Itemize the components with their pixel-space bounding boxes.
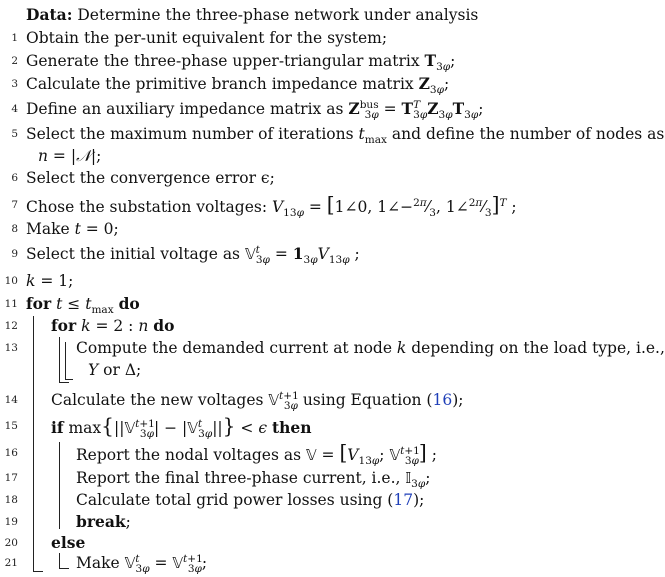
line-number: 10 [4, 275, 18, 287]
line-text: Report the final three-phase current, i.e., 𝕀$_{3\varphi}$; [76, 469, 431, 491]
equation-17-link[interactable]: 17 [393, 491, 414, 509]
line-text: Make 𝕍$^t_{3\varphi}$ = 𝕍$^{t+1}_{3\varphi}$; [76, 552, 208, 576]
for-k-block-bar [59, 337, 60, 383]
algorithm-line-14 [0, 387, 631, 413]
line-text: Calculate the primitive branch impedance matrix $Z_{3\varphi}$; [26, 74, 450, 97]
line-number: 13 [4, 342, 18, 354]
line-text: Y or Δ; [88, 361, 142, 379]
line-text: Generate the three-phase upper-triangular matrix $T_{3\varphi}$; [26, 51, 456, 74]
line-text: Select the initial voltage as 𝕍$^t_{3\varphi}$ = $1_{3\varphi}V_{13\varphi}$ ; [26, 243, 360, 267]
line-number: 4 [11, 103, 18, 115]
line-number: 20 [4, 537, 18, 549]
then-block-bar [59, 442, 60, 529]
line-number: 15 [4, 420, 18, 432]
line-text: for k = 2 : n do [51, 316, 175, 335]
algorithm-line-7 [0, 192, 631, 218]
line-text: for $t \le t_{max}$ do [26, 294, 140, 317]
line-text: Compute the demanded current at node k depending on the load type, i.e., [76, 339, 665, 357]
line-number: 3 [11, 78, 18, 90]
line-number: 19 [4, 516, 18, 528]
line-number: 8 [11, 223, 18, 235]
line-number: 18 [4, 494, 18, 506]
for-k-block-foot [59, 382, 69, 383]
line-text: Make t = 0; [26, 220, 119, 238]
for-t-block-bar [33, 316, 34, 572]
line-number: 2 [11, 55, 18, 67]
line-number: 5 [11, 128, 18, 140]
line-text: Calculate total grid power losses using (17); [76, 491, 425, 509]
line-number: 7 [11, 199, 18, 211]
compute-block-foot [65, 379, 73, 380]
algorithm-line-21 [0, 550, 631, 576]
algorithm-line-3 [0, 71, 631, 97]
line-text: else [51, 533, 86, 552]
line-text: Select the convergence error ϵ; [26, 169, 275, 187]
algorithm-line-15 [0, 413, 631, 439]
line-number: 12 [4, 320, 18, 332]
algorithm-line-8 [0, 216, 631, 242]
line-text: Define an auxiliary impedance matrix as $Z^{bus}_{3\varphi} = T^T_{3\varphi}Z_{3\varphi}T_{3\varphi}$; [26, 98, 484, 122]
else-block-foot [59, 568, 69, 569]
line-number: 16 [4, 447, 18, 459]
else-block-bar [59, 553, 60, 569]
line-text: k = 1; [26, 272, 74, 290]
line-number: 21 [4, 557, 18, 569]
algorithm-line-4 [0, 96, 631, 122]
algorithm-line-6 [0, 165, 631, 191]
compute-block-bar [65, 342, 66, 380]
line-number: 14 [4, 394, 18, 406]
line-number: 11 [4, 298, 18, 310]
equation-16-link[interactable]: 16 [432, 391, 453, 409]
line-text: Obtain the per-unit equivalent for the system; [26, 29, 388, 47]
line-text: if max{||𝕍$^{t+1}_{3\varphi}$| − |𝕍$^t_{3\varphi}$||} < ϵ then [51, 414, 312, 441]
data-text: Determine the three-phase network under analysis [77, 6, 479, 24]
for-t-block-foot [33, 571, 43, 572]
data-label: Data: [26, 5, 73, 24]
line-number: 6 [11, 172, 18, 184]
line-text: Calculate the new voltages 𝕍$^{t+1}_{3\varphi}$ using Equation (16); [51, 389, 464, 413]
algorithm-line-9 [0, 241, 631, 267]
line-text: n = |𝒩|; [38, 147, 102, 165]
line-number: 1 [11, 32, 18, 44]
algorithm-line-16 [0, 440, 631, 466]
line-number: 17 [4, 472, 18, 484]
line-text: Chose the substation voltages: $V_{13\varphi}$ = [1∠0, $1\angle-^{2\pi}⁄_3$, $1\angle^{2\pi}⁄_3]^T$ ; [26, 193, 517, 220]
line-text: Select the maximum number of iterations $t_{max}$ and define the number of nodes as [26, 125, 665, 147]
algorithm-line-13-continued [0, 357, 631, 383]
line-text: Report the nodal voltages as 𝕍 = [$V_{13\varphi}$; 𝕍$^{t+1}_{3\varphi}$] ; [76, 441, 437, 468]
line-text: break; [76, 512, 131, 531]
line-number: 9 [11, 248, 18, 260]
